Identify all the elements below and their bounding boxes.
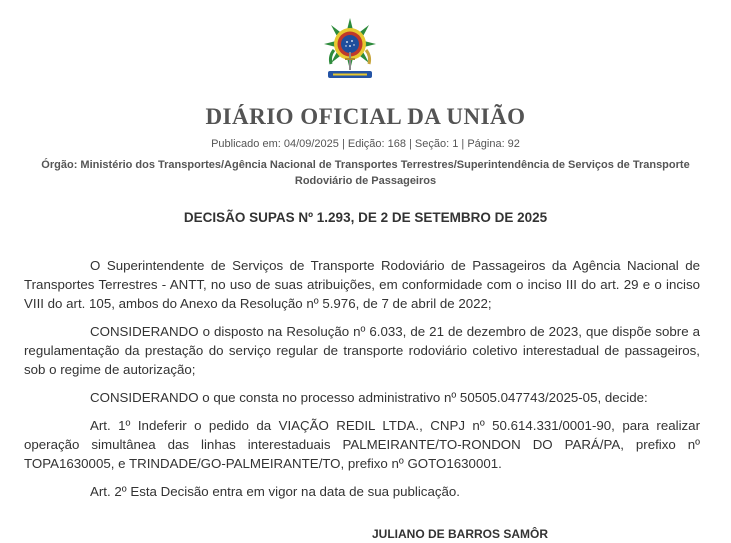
publication-info: Publicado em: 04/09/2025 | Edição: 168 | Seção: 1 | Página: 92 bbox=[211, 138, 520, 150]
orgao-label: Órgão: bbox=[41, 159, 78, 171]
paragraph-preamble: O Superintendente de Serviços de Transporte Rodoviário de Passageiros da Agência Nacional de Transportes Terrestres - ANTT, no uso de suas atribuições, em conformidade com o inciso III do art. 29 e o inciso VIII do art. 105, ambos do Anexo da Resolução nº 5.976, de 7 de abril de 2022; bbox=[24, 258, 700, 311]
paragraph-article-1: Art. 1º Indeferir o pedido da VIAÇÃO REDIL LTDA., CNPJ nº 50.614.331/0001-90, para realizar operação simultânea das linhas interestaduais PALMEIRANTE/TO-RONDON DO PARÁ/PA, prefixo nº TOPA1630005, e TRINDADE/GO-PALMEIRANTE/TO, prefixo nº GOTO1630001. bbox=[24, 418, 700, 471]
paragraph-article-2: Art. 2º Esta Decisão entra em vigor na data de sua publicação. bbox=[90, 484, 460, 499]
brazil-coat-of-arms-icon bbox=[321, 16, 379, 82]
paragraph-considerando-2: CONSIDERANDO o que consta no processo administrativo nº 50505.047743/2025-05, decide: bbox=[90, 390, 648, 405]
decision-heading: DECISÃO SUPAS Nº 1.293, DE 2 DE SETEMBRO DE 2025 bbox=[183, 210, 548, 225]
orgao-line bbox=[30, 157, 701, 189]
paragraph-considerando-1: CONSIDERANDO o disposto na Resolução nº 6.033, de 21 de dezembro de 2023, que dispõe sobre a regulamentação da prestação do serviço regular de transporte rodoviário coletivo interestadual de passageiros, sob o regime de autorização; bbox=[24, 324, 700, 377]
signature: JULIANO DE BARROS SAMÔR bbox=[372, 527, 549, 541]
orgao-value: Ministério dos Transportes/Agência Nacional de Transportes Terrestres/Superintendência de Serviços de Transporte Rodoviário de Passageiros bbox=[80, 159, 690, 187]
page-title: DIÁRIO OFICIAL DA UNIÃO bbox=[205, 104, 526, 129]
document-body bbox=[24, 256, 700, 510]
